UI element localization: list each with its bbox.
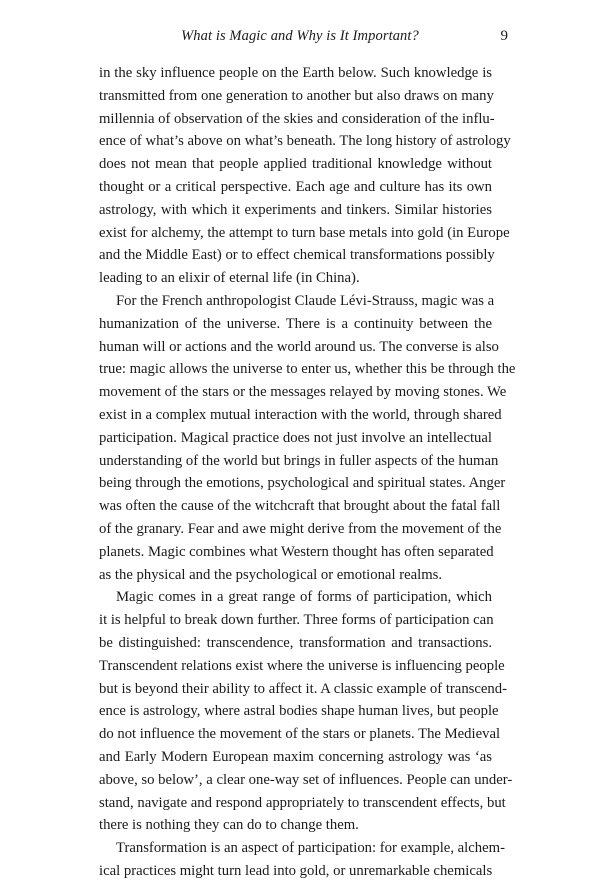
text-line: Transcendent relations exist where the universe is influencing people: [99, 657, 505, 674]
text-line: exist in a complex mutual interaction with the world, through shared: [99, 406, 502, 423]
text-line: be distinguished: transcendence, transformation and transactions.: [99, 634, 492, 651]
text-line: Transformation is an aspect of participation: for example, alchem-: [116, 840, 505, 857]
text-line: understanding of the world but brings in fuller aspects of the human: [99, 452, 499, 469]
page-number: 9: [500, 28, 508, 44]
text-line: Magic comes in a great range of forms of participation, which: [116, 589, 492, 606]
paragraph: [99, 290, 516, 586]
paragraph: [99, 586, 513, 837]
text-line: leading to an elixir of eternal life (in China).: [99, 270, 360, 287]
text-line: do not influence the movement of the stars or planets. The Medieval: [99, 726, 501, 743]
paragraph: [99, 837, 505, 883]
text-line: as the physical and the psychological or emotional realms.: [99, 566, 443, 583]
text-line: does not mean that people applied traditional knowledge without: [99, 156, 492, 173]
text-line: being through the emotions, psychological and spiritual states. Anger: [99, 475, 506, 492]
text-line: planets. Magic combines what Western thought has often separated: [99, 543, 494, 560]
text-line: and Early Modern European maxim concerning astrology was ‘as: [99, 748, 492, 765]
text-line: ence of what’s above on what’s beneath. The long history of astrology: [99, 133, 511, 150]
body-text: [99, 62, 516, 883]
text-line: true: magic allows the universe to enter us, whether this be through the: [99, 361, 516, 378]
text-line: thought or a critical perspective. Each age and culture has its own: [99, 178, 492, 195]
text-line: and the Middle East) or to effect chemical transformations possibly: [99, 247, 495, 264]
text-line: in the sky influence people on the Earth below. Such knowledge is: [99, 65, 492, 81]
text-line: exist for alchemy, the attempt to turn base metals into gold (in Europe: [99, 224, 510, 241]
text-line: stand, navigate and respond appropriately to transcendent effects, but: [99, 794, 506, 811]
text-line: above, so below’, a clear one-way set of influences. People can under-: [99, 771, 513, 788]
text-line: astrology, with which it experiments and tinkers. Similar histories: [99, 201, 492, 218]
text-line: was often the cause of the witchcraft that brought about the fatal fall: [99, 498, 501, 515]
text-line: ence is astrology, where astral bodies shape human lives, but people: [99, 703, 499, 720]
text-line: it is helpful to break down further. Three forms of participation can: [99, 612, 494, 629]
text-line: humanization of the universe. There is a continuity between the: [99, 315, 492, 332]
text-line: movement of the stars or the messages relayed by moving stones. We: [99, 384, 507, 401]
text-line: millennia of observation of the skies and consideration of the influ-: [99, 110, 495, 127]
text-line: of the granary. Fear and awe might derive from the movement of the: [99, 520, 502, 537]
text-line: but is beyond their ability to affect it. A classic example of transcend-: [99, 680, 508, 697]
text-line: participation. Magical practice does not just involve an intellectual: [99, 429, 492, 446]
paragraph: [99, 62, 511, 290]
text-line: ical practices might turn lead into gold, or unremarkable chemicals: [99, 862, 493, 879]
text-line: there is nothing they can do to change them.: [99, 817, 359, 834]
running-header: [0, 28, 600, 48]
text-line: For the French anthropologist Claude Lévi-Strauss, magic was a: [116, 292, 495, 309]
text-line: transmitted from one generation to another but also draws on many: [99, 87, 494, 104]
running-title: What is Magic and Why is It Important?: [181, 28, 419, 44]
text-line: human will or actions and the world around us. The converse is also: [99, 338, 499, 355]
